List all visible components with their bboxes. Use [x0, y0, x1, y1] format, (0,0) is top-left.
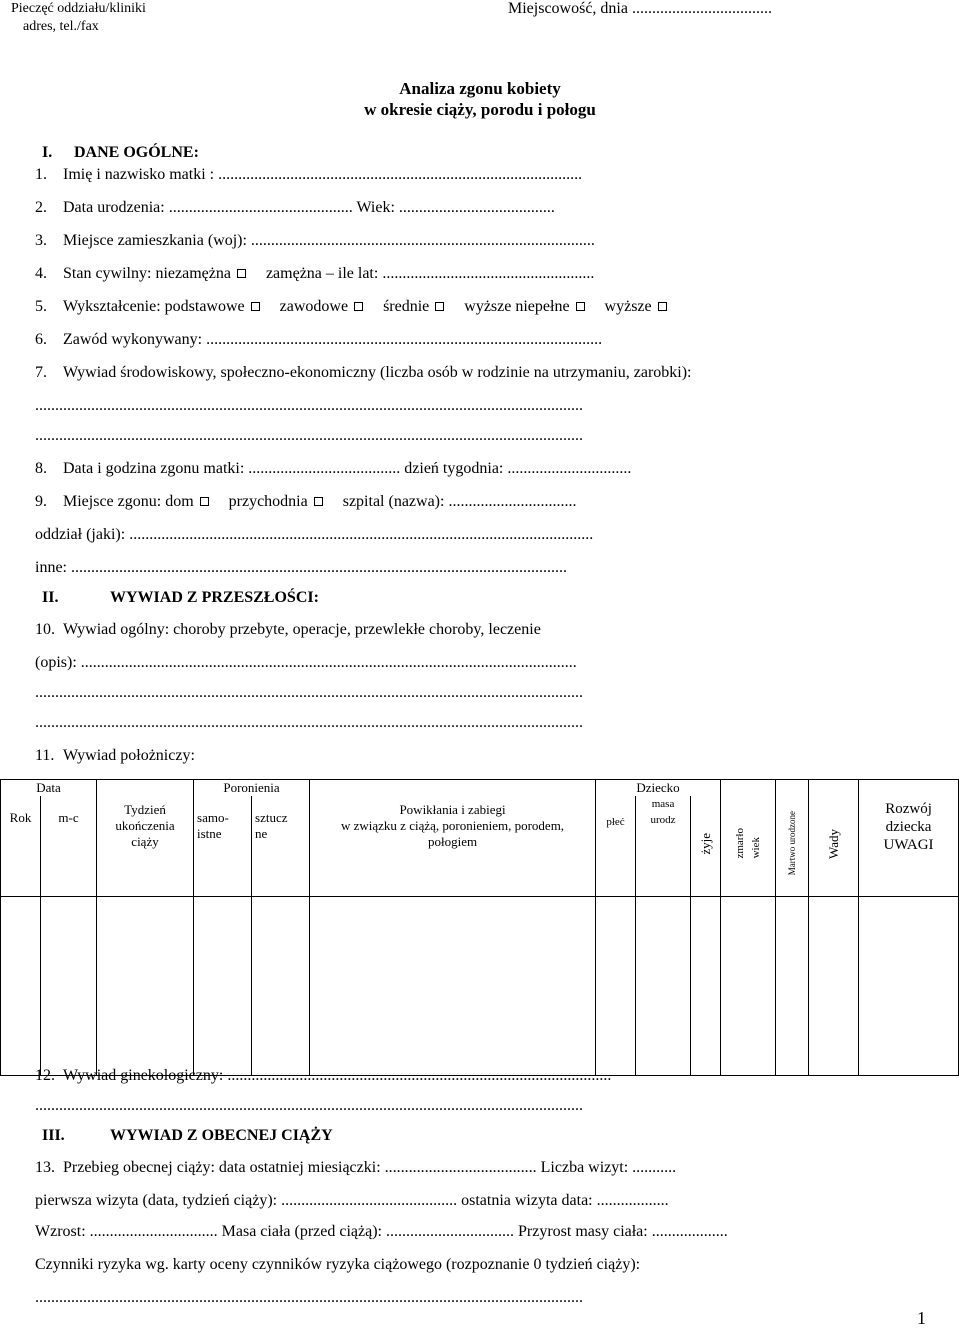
- option-label: szpital (nazwa): ................................: [342, 493, 577, 510]
- table-cell[interactable]: [41, 897, 97, 1076]
- dotted-line[interactable]: .........................................................................................................................................: [35, 1097, 583, 1114]
- checkbox-przychodnia[interactable]: [314, 497, 323, 506]
- header-line: ciąży: [131, 834, 159, 849]
- header-line: sztucz: [255, 810, 288, 825]
- field-text: Wywiad ogólny: choroby przebyte, operacje, przewlekłe choroby, leczenie: [63, 621, 541, 638]
- col-header-samoistne: [194, 796, 252, 897]
- section-3-roman: III.: [42, 1127, 65, 1144]
- option-label: wyższe: [604, 298, 652, 315]
- option-label: zamężna – ile lat: .....................................................: [265, 265, 595, 282]
- header-text: Wady: [825, 829, 841, 859]
- header-line: urodz: [650, 814, 676, 826]
- header-line: masa: [651, 798, 675, 810]
- col-header-masa: [636, 796, 691, 897]
- checkbox-zawodowe[interactable]: [354, 302, 363, 311]
- col-header-zyje: [691, 796, 721, 897]
- item-number: 5.: [35, 298, 47, 315]
- table-cell[interactable]: [310, 897, 596, 1076]
- field-stan-cywilny: [35, 264, 594, 284]
- header-line: połogiem: [427, 834, 478, 849]
- header-text: wiek: [750, 837, 763, 859]
- group-header-poronienia: Poronienia: [194, 780, 310, 797]
- field-text: Wywiad ginekologiczny: ................................................................................................: [63, 1067, 612, 1084]
- item-number: 1.: [35, 166, 47, 183]
- header-line: Powikłania i zabiegi: [399, 802, 506, 817]
- dotted-line[interactable]: .........................................................................................................................................: [35, 1289, 583, 1306]
- header-line: w związku z ciążą, poronieniem, porodem,: [340, 818, 565, 833]
- group-header-data: Data: [1, 780, 97, 797]
- field-text: Miejsce zamieszkania (woj): ......................................................................................: [63, 232, 595, 249]
- field-wywiad-polozniczy: [35, 746, 195, 766]
- table-cell[interactable]: [859, 897, 959, 1076]
- section-2-roman: II.: [42, 589, 59, 606]
- header-line: Tydzień: [124, 802, 166, 817]
- field-miejsce-zgonu: [35, 492, 576, 512]
- table-cell[interactable]: [721, 897, 776, 1076]
- option-label: wyższe niepełne: [464, 298, 570, 315]
- header-line: UWAGI: [883, 837, 934, 853]
- field-text: Wywiad położniczy:: [63, 747, 195, 764]
- col-header-rozwoj: [859, 796, 959, 897]
- section-3-label: WYWIAD Z OBECNEJ CIĄŻY: [110, 1127, 333, 1144]
- field-wywiad-ginekologiczny[interactable]: [35, 1066, 611, 1086]
- field-zawod[interactable]: [35, 330, 602, 350]
- field-wyksztalcenie: [35, 297, 673, 317]
- item-number: 12.: [35, 1067, 55, 1084]
- field-text: Data i godzina zgonu matki: ...................................... dzień tygodnia: ...............................: [63, 460, 632, 477]
- field-opis[interactable]: (opis): ............................................................................................................................: [35, 654, 577, 671]
- field-text: Data urodzenia: .............................................. Wiek: .......................................: [63, 199, 555, 216]
- col-header-rok: Rok: [1, 796, 41, 897]
- item-number: 3.: [35, 232, 47, 249]
- checkbox-dom[interactable]: [200, 497, 209, 506]
- item-number: 4.: [35, 265, 47, 282]
- section-heading-1: [35, 143, 199, 163]
- obstetric-history-table: [0, 779, 959, 1076]
- table-cell[interactable]: [776, 897, 809, 1076]
- option-label: Miejsce zgonu: dom: [63, 493, 194, 510]
- item-number: 10.: [35, 621, 55, 638]
- col-header-zmarlo: [721, 796, 776, 897]
- field-oddzial[interactable]: oddział (jaki): ....................................................................................................................: [35, 526, 594, 543]
- item-number: 2.: [35, 199, 47, 216]
- field-miejsce-zamieszkania[interactable]: [35, 231, 595, 251]
- section-heading-2: [35, 588, 319, 608]
- col-header-sztuczne: [252, 796, 310, 897]
- field-text: Zawód wykonywany: ...................................................................................................: [63, 331, 603, 348]
- field-przebieg-ciazy[interactable]: [35, 1158, 676, 1178]
- header-line: dziecka: [885, 819, 932, 835]
- option-label: przychodnia: [228, 493, 308, 510]
- field-data-urodzenia[interactable]: [35, 198, 555, 218]
- header-line: istne: [197, 826, 222, 841]
- document-title: [0, 78, 960, 120]
- page-number: 1: [917, 1308, 926, 1328]
- dotted-line[interactable]: .........................................................................................................................................: [35, 684, 583, 701]
- field-data-zgonu[interactable]: [35, 459, 631, 479]
- item-number: 9.: [35, 493, 47, 510]
- section-2-label: WYWIAD Z PRZESZŁOŚCI:: [110, 589, 319, 606]
- header-text: Martwo urodzone: [787, 811, 798, 876]
- table-cell[interactable]: [1, 897, 41, 1076]
- col-header-plec: płeć: [596, 796, 636, 897]
- section-heading-3: [35, 1126, 333, 1146]
- table-cell[interactable]: [691, 897, 721, 1076]
- title-line1: Analiza zgonu kobiety: [399, 79, 561, 98]
- section-1-label: DANE OGÓLNE:: [74, 144, 199, 161]
- col-header-tydzien: [97, 796, 194, 897]
- stamp-placeholder: [11, 0, 146, 36]
- col-header-powiklania: [310, 796, 596, 897]
- table-cell[interactable]: [596, 897, 636, 1076]
- col-header-mc: m-c: [41, 796, 97, 897]
- item-number: 8.: [35, 460, 47, 477]
- item-number: 6.: [35, 331, 47, 348]
- field-text: Wywiad środowiskowy, społeczno-ekonomiczny (liczba osób w rodzinie na utrzymaniu, zarobki):: [63, 364, 692, 381]
- table-cell[interactable]: [809, 897, 859, 1076]
- col-header-martwo-urodzone: [776, 796, 809, 897]
- stamp-line2: adres, tel./fax: [23, 19, 99, 34]
- field-pierwsza-wizyta[interactable]: pierwsza wizyta (data, tydzień ciąży): ............................................ ostatnia wizyta data: ..................: [35, 1192, 669, 1209]
- place-date-field[interactable]: Miejscowość, dnia ...................................: [508, 0, 772, 17]
- header-text: żyje: [697, 833, 713, 855]
- item-number: 13.: [35, 1159, 55, 1176]
- dotted-line[interactable]: .........................................................................................................................................: [35, 714, 583, 731]
- section-1-roman: I.: [42, 144, 53, 161]
- header-line: samo-: [197, 810, 229, 825]
- field-wywiad-ogolny: [35, 620, 541, 640]
- option-label: Wykształcenie: podstawowe: [63, 298, 245, 315]
- option-label: zawodowe: [279, 298, 349, 315]
- dotted-line[interactable]: .........................................................................................................................................: [35, 397, 583, 414]
- item-number: 11.: [35, 747, 55, 764]
- checkbox-srednie[interactable]: [435, 302, 444, 311]
- checkbox-wyzsze-niepelne[interactable]: [576, 302, 585, 311]
- field-czynniki-ryzyka: Czynniki ryzyka wg. karty oceny czynników ryzyka ciążowego (rozpoznanie 0 tydzień ciąży):: [35, 1256, 641, 1273]
- group-header-dziecko: Dziecko: [596, 780, 721, 797]
- checkbox-podstawowe[interactable]: [251, 302, 260, 311]
- field-inne[interactable]: inne: ............................................................................................................................: [35, 559, 567, 576]
- field-imie-nazwisko[interactable]: [35, 165, 582, 185]
- item-number: 7.: [35, 364, 47, 381]
- dotted-line[interactable]: .........................................................................................................................................: [35, 427, 583, 444]
- table-cell[interactable]: [636, 897, 691, 1076]
- checkbox-niezamezna[interactable]: [237, 269, 246, 278]
- table-cell[interactable]: [252, 897, 310, 1076]
- field-text: Przebieg obecnej ciąży: data ostatniej miesiączki: ...................................... Liczba wizyt: ...........: [63, 1159, 677, 1176]
- header-line: ne: [255, 826, 268, 841]
- checkbox-wyzsze[interactable]: [658, 302, 667, 311]
- field-wzrost-masa[interactable]: Wzrost: ................................ Masa ciała (przed ciążą): ................................ Przyrost masy ciała: ...................: [35, 1223, 728, 1240]
- option-label: średnie: [383, 298, 430, 315]
- table-cell[interactable]: [194, 897, 252, 1076]
- stamp-line1: Pieczęć oddziału/kliniki: [11, 1, 146, 16]
- field-text: Imię i nazwisko matki : ...........................................................................................: [63, 166, 583, 183]
- table-row: [1, 897, 959, 1076]
- header-line: Rozwój: [885, 801, 932, 817]
- table-cell[interactable]: [97, 897, 194, 1076]
- title-line2: w okresie ciąży, porodu i połogu: [364, 100, 596, 119]
- field-wywiad-srodowiskowy: [35, 363, 691, 383]
- col-header-wady: [809, 796, 859, 897]
- header-line: ukończenia: [115, 818, 175, 833]
- header-text: zmarło: [734, 828, 747, 859]
- option-label: Stan cywilny: niezamężna: [63, 265, 231, 282]
